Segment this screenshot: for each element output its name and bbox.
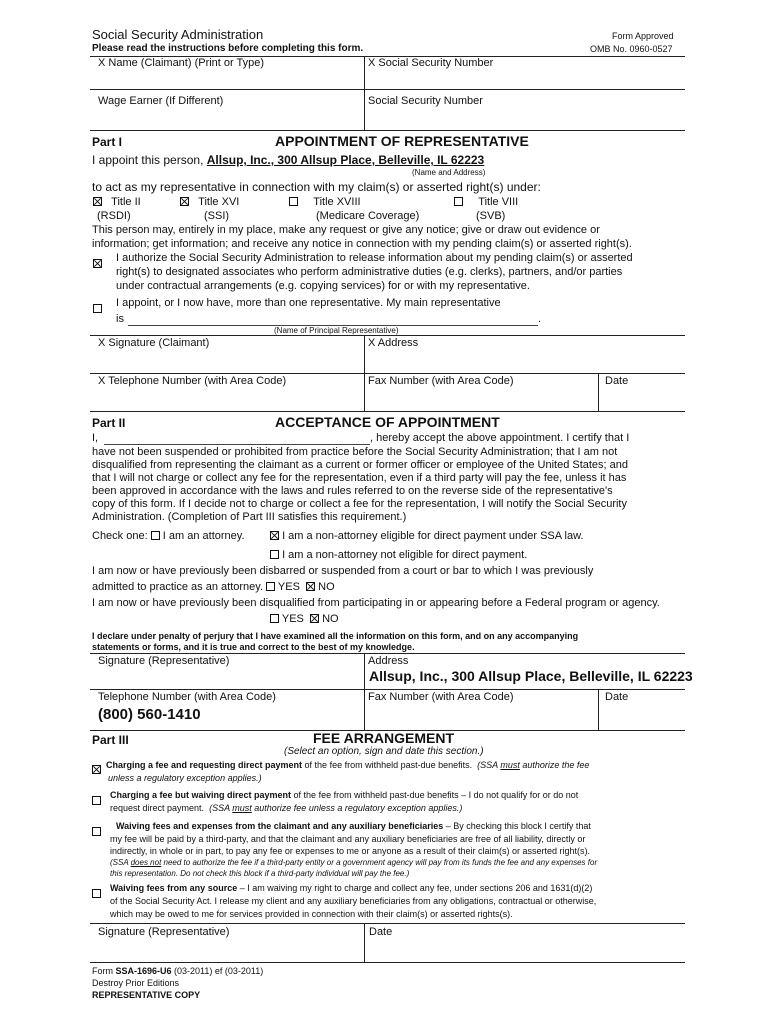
rep-signature-field[interactable]: Signature (Representative) bbox=[98, 655, 230, 667]
form-edition: (03-2011) ef (03-2011) bbox=[171, 966, 264, 976]
disbarred-yes-checkbox[interactable] bbox=[266, 582, 275, 591]
fee-option-1-line-1 bbox=[106, 760, 589, 770]
part3-label: Part III bbox=[92, 733, 129, 747]
declare-line-2: statements or forms, and it is true and correct to the best of my knowledge. bbox=[92, 642, 415, 652]
appoint-prefix: I appoint this person, bbox=[92, 153, 207, 167]
disqualified-yes-label: YES bbox=[281, 613, 304, 625]
title-ii-checkbox[interactable] bbox=[93, 197, 102, 206]
divider bbox=[364, 56, 365, 131]
divider bbox=[598, 373, 599, 411]
check-one-label: Check one: bbox=[92, 530, 148, 542]
fee-option-2-checkbox[interactable] bbox=[92, 796, 101, 805]
fee-option-3[interactable] bbox=[92, 822, 101, 840]
multiple-rep-line: I appoint, or I now have, more than one representative. My main representative bbox=[116, 297, 501, 309]
part3-subtitle: (Select an option, sign and date this section.) bbox=[284, 746, 484, 757]
disbarred-line-1: I am now or have previously been disbarred or suspended from a court or bar to which I was previously bbox=[92, 565, 594, 577]
fee-option-2-note-a: (SSA bbox=[209, 803, 233, 813]
non-attorney-not-eligible-option[interactable] bbox=[270, 549, 527, 561]
authorize-option[interactable] bbox=[93, 254, 102, 272]
divider bbox=[90, 373, 685, 374]
certify-line-4: been approved in accordance with the laws and rules referred to on the reverse side of the representative's bbox=[92, 485, 613, 497]
fee-option-2[interactable] bbox=[92, 791, 101, 809]
title-xviii-option[interactable] bbox=[289, 196, 361, 208]
form-number bbox=[92, 966, 263, 976]
part1-label: Part I bbox=[92, 135, 123, 149]
i-label: I, bbox=[92, 432, 99, 444]
fee-option-2-title: Charging a fee but waiving direct payment bbox=[110, 790, 292, 800]
title-xvi-sub: (SSI) bbox=[204, 210, 230, 222]
fee-option-2-line-1 bbox=[110, 790, 578, 800]
claimant-signature-field[interactable]: X Signature (Claimant) bbox=[98, 337, 210, 349]
disqualified-no-label: NO bbox=[322, 613, 339, 625]
fee-option-3-line-3: indirectly, in whole or in part, to pay any fee or expenses to me or anyone as a result of their claim(s) or asserted right(s). bbox=[110, 846, 591, 856]
fee-option-4-line-1 bbox=[110, 883, 592, 893]
declare-line-1: I declare under penalty of perjury that I have examined all the information on this form, and on any accompanying bbox=[92, 631, 579, 641]
copy-label: REPRESENTATIVE COPY bbox=[92, 990, 201, 1000]
fee-option-4-text: – I am waiving my right to charge and collect any fee, under sections 206 and 1631(d)(2) bbox=[237, 883, 593, 893]
authorize-line-1: I authorize the Social Security Administration to release information about my pending claim(s) or asserted bbox=[116, 252, 633, 264]
powers-line-2: information; get information; and receive any notice in connection with my pending claim(s) or asserted right(s). bbox=[92, 238, 632, 250]
agency-name: Social Security Administration bbox=[92, 27, 264, 42]
title-viii-option[interactable] bbox=[454, 196, 518, 208]
title-viii-sub: (SVB) bbox=[476, 210, 506, 222]
destroy-note: Destroy Prior Editions bbox=[92, 978, 180, 988]
part2-title: ACCEPTANCE OF APPOINTMENT bbox=[275, 414, 500, 430]
title-ii-option[interactable] bbox=[93, 196, 141, 208]
title-xviii-sub: (Medicare Coverage) bbox=[316, 210, 420, 222]
non-attorney-eligible-label: I am a non-attorney eligible for direct payment under SSA law. bbox=[282, 530, 584, 542]
claimant-fax-field[interactable]: Fax Number (with Area Code) bbox=[368, 375, 514, 387]
fee-option-1-title: Charging a fee and requesting direct payment bbox=[106, 760, 303, 770]
certify-line-6: Administration. (Completion of Part III satisfies this requirement.) bbox=[92, 511, 407, 523]
certify-line-5: copy of this form. If I decide not to charge or collect a fee for the representation, I will notify the Social Security bbox=[92, 498, 627, 510]
title-viii-checkbox[interactable] bbox=[454, 197, 463, 206]
divider bbox=[364, 653, 365, 730]
check-one-row bbox=[92, 530, 245, 542]
form-approved: Form Approved bbox=[612, 31, 674, 41]
rep-date-field[interactable]: Date bbox=[605, 691, 629, 703]
appointee-name[interactable]: Allsup, Inc., 300 Allsup Place, Belleville, IL 62223 bbox=[206, 153, 485, 167]
rep-fax-field[interactable]: Fax Number (with Area Code) bbox=[368, 691, 514, 703]
fee-option-4-line-2: of the Social Security Act. I release my client and any auxiliary beneficiaries from any obligations, contractual or otherwise, bbox=[110, 896, 597, 906]
claimant-date-field[interactable]: Date bbox=[605, 375, 629, 387]
disqualified-yes-checkbox[interactable] bbox=[270, 614, 279, 623]
attorney-checkbox[interactable] bbox=[151, 531, 160, 540]
powers-line-1: This person may, entirely in my place, make any request or give any notice; give or draw out evidence or bbox=[92, 224, 600, 236]
instructions-note: Please read the instructions before completing this form. bbox=[92, 43, 364, 54]
rep-telephone-value[interactable]: (800) 560-1410 bbox=[98, 706, 201, 723]
authorize-checkbox[interactable] bbox=[93, 259, 102, 268]
part3-title: FEE ARRANGEMENT bbox=[313, 730, 455, 746]
non-attorney-not-eligible-label: I am a non-attorney not eligible for direct payment. bbox=[282, 549, 528, 561]
name-address-caption: (Name and Address) bbox=[412, 168, 486, 177]
fee-option-3-note-2: this representation. Do not check this block if a third-party individual will pay the fee.) bbox=[110, 869, 410, 878]
omb-number: OMB No. 0960-0527 bbox=[590, 44, 673, 54]
rep-address-label: Address bbox=[368, 655, 409, 667]
wage-earner-ssn-field[interactable]: Social Security Number bbox=[368, 95, 483, 107]
principal-caption: (Name of Principal Representative) bbox=[274, 326, 399, 335]
disbarred-yes-label: YES bbox=[277, 581, 300, 593]
divider bbox=[90, 335, 685, 336]
title-ii-sub: (RSDI) bbox=[97, 210, 131, 222]
rep-address-value[interactable]: Allsup, Inc., 300 Allsup Place, Belleville, IL 62223 bbox=[369, 668, 693, 684]
fee-option-1-note-a: (SSA bbox=[477, 760, 501, 770]
fee-option-4-title: Waiving fees from any source bbox=[110, 883, 238, 893]
claimant-name-field[interactable]: X Name (Claimant) (Print or Type) bbox=[98, 57, 265, 69]
divider bbox=[90, 653, 685, 654]
disqualified-options bbox=[270, 613, 339, 625]
form-prefix: Form bbox=[92, 966, 116, 976]
title-xvi-label: Title XVI bbox=[198, 196, 240, 208]
fee-option-2-note-c: authorize fee unless a regulatory exception applies.) bbox=[251, 803, 463, 813]
non-attorney-not-eligible-checkbox[interactable] bbox=[270, 550, 279, 559]
certify-line-2: disqualified from representing the claimant as a current or former officer or employee of the United States; and bbox=[92, 459, 629, 471]
part2-label: Part II bbox=[92, 416, 126, 430]
fee-option-2-text: of the fee from withheld past-due benefits – I do not qualify for or do not bbox=[291, 790, 579, 800]
fee-option-4-line-3: which may be owed to me for services provided in connection with their claim(s) or asserted rights(s). bbox=[110, 909, 513, 919]
fee-option-1-line-2: unless a regulatory exception applies.) bbox=[108, 773, 262, 783]
claimant-telephone-field[interactable]: X Telephone Number (with Area Code) bbox=[98, 375, 287, 387]
disbarred-no-label: NO bbox=[318, 581, 335, 593]
fee-option-4-checkbox[interactable] bbox=[92, 889, 101, 898]
title-viii-label: Title VIII bbox=[478, 196, 519, 208]
representative-name-line[interactable] bbox=[104, 444, 370, 445]
fee-option-3-title: Waiving fees and expenses from the claimant and any auxiliary beneficiaries bbox=[116, 821, 444, 831]
fee-date-field[interactable]: Date bbox=[369, 926, 393, 938]
fee-signature-field[interactable]: Signature (Representative) bbox=[98, 926, 230, 938]
disbarred-line-2-text: admitted to practice as an attorney. bbox=[92, 581, 263, 593]
title-xviii-label: Title XVIII bbox=[313, 196, 361, 208]
divider bbox=[598, 689, 599, 730]
part1-title: APPOINTMENT OF REPRESENTATIVE bbox=[275, 133, 529, 149]
disqualified-no-checkbox[interactable] bbox=[310, 614, 319, 623]
multiple-rep-checkbox[interactable] bbox=[93, 304, 102, 313]
fee-option-3-line-2: my fee will be paid by a third-party, and that the claimant and any auxiliary beneficiaries are free of all liability, directly or bbox=[110, 834, 586, 844]
disbarred-no-checkbox[interactable] bbox=[306, 582, 315, 591]
authorize-line-2: right(s) to designated associates who perform administrative duties (e.g. clerks), partners, and/or parties bbox=[116, 266, 623, 278]
multiple-rep-is: is bbox=[116, 313, 124, 325]
fee-option-3-note-1 bbox=[110, 858, 597, 867]
divider bbox=[90, 962, 685, 963]
fee-option-1-checkbox[interactable] bbox=[92, 765, 101, 774]
non-attorney-eligible-option[interactable] bbox=[270, 530, 584, 542]
period: . bbox=[538, 313, 542, 325]
fee-option-2-line-2-text: request direct payment. bbox=[110, 803, 205, 813]
title-ii-label: Title II bbox=[111, 196, 141, 208]
fee-option-3-note-a: (SSA bbox=[110, 858, 131, 867]
claimant-address-field[interactable]: X Address bbox=[368, 337, 419, 349]
fee-option-3-line-1 bbox=[116, 821, 591, 831]
fee-option-3-note-doesnot: does not bbox=[130, 858, 162, 867]
divider bbox=[90, 130, 685, 131]
claimant-ssn-field[interactable]: X Social Security Number bbox=[368, 57, 494, 69]
fee-option-2-note-must: must bbox=[232, 803, 252, 813]
multiple-rep-option[interactable] bbox=[93, 299, 102, 317]
title-xvi-option[interactable] bbox=[180, 196, 239, 208]
non-attorney-eligible-checkbox[interactable] bbox=[270, 531, 279, 540]
fee-option-3-checkbox[interactable] bbox=[92, 827, 101, 836]
rep-telephone-label: Telephone Number (with Area Code) bbox=[98, 691, 276, 703]
fee-option-1-note-b: authorize the fee bbox=[519, 760, 590, 770]
fee-option-1-note-must: must bbox=[500, 760, 520, 770]
divider bbox=[90, 689, 685, 690]
fee-option-4[interactable] bbox=[92, 884, 101, 902]
wage-earner-field[interactable]: Wage Earner (If Different) bbox=[98, 95, 224, 107]
divider bbox=[90, 923, 685, 924]
divider bbox=[90, 411, 685, 412]
authorize-line-3: under contractual arrangements (e.g. copying services) for or with my representative. bbox=[116, 280, 530, 292]
appoint-line bbox=[92, 153, 484, 167]
certify-line-1: have not been suspended or prohibited from practice before the Social Security Administration; that I am not bbox=[92, 446, 618, 458]
accept-tail: , hereby accept the above appointment. I certify that I bbox=[370, 432, 630, 444]
attorney-label: I am an attorney. bbox=[162, 530, 245, 542]
fee-option-1-text: of the fee from withheld past-due benefits. bbox=[302, 760, 473, 770]
divider bbox=[90, 89, 685, 90]
fee-option-3-note-b: need to authorize the fee if a third-party entity or a government agency will pay from its funds the fee and any expenses for bbox=[161, 858, 598, 867]
fee-option-1[interactable] bbox=[92, 760, 101, 778]
title-xviii-checkbox[interactable] bbox=[289, 197, 298, 206]
disqualified-line: I am now or have previously been disqualified from participating in or appearing before a Federal program or agency. bbox=[92, 597, 660, 609]
act-text: to act as my representative in connection with my claim(s) or asserted right(s) under: bbox=[92, 180, 541, 194]
divider bbox=[364, 923, 365, 963]
fee-option-2-line-2 bbox=[110, 803, 462, 813]
form-id: SSA-1696-U6 bbox=[115, 966, 172, 976]
certify-line-3: that I will not charge or collect any fee for the representation, even if a third party will pay the fee, unless it has bbox=[92, 472, 627, 484]
title-xvi-checkbox[interactable] bbox=[180, 197, 189, 206]
disbarred-line-2 bbox=[92, 581, 335, 593]
fee-option-3-text: – By checking this block I certify that bbox=[443, 821, 591, 831]
